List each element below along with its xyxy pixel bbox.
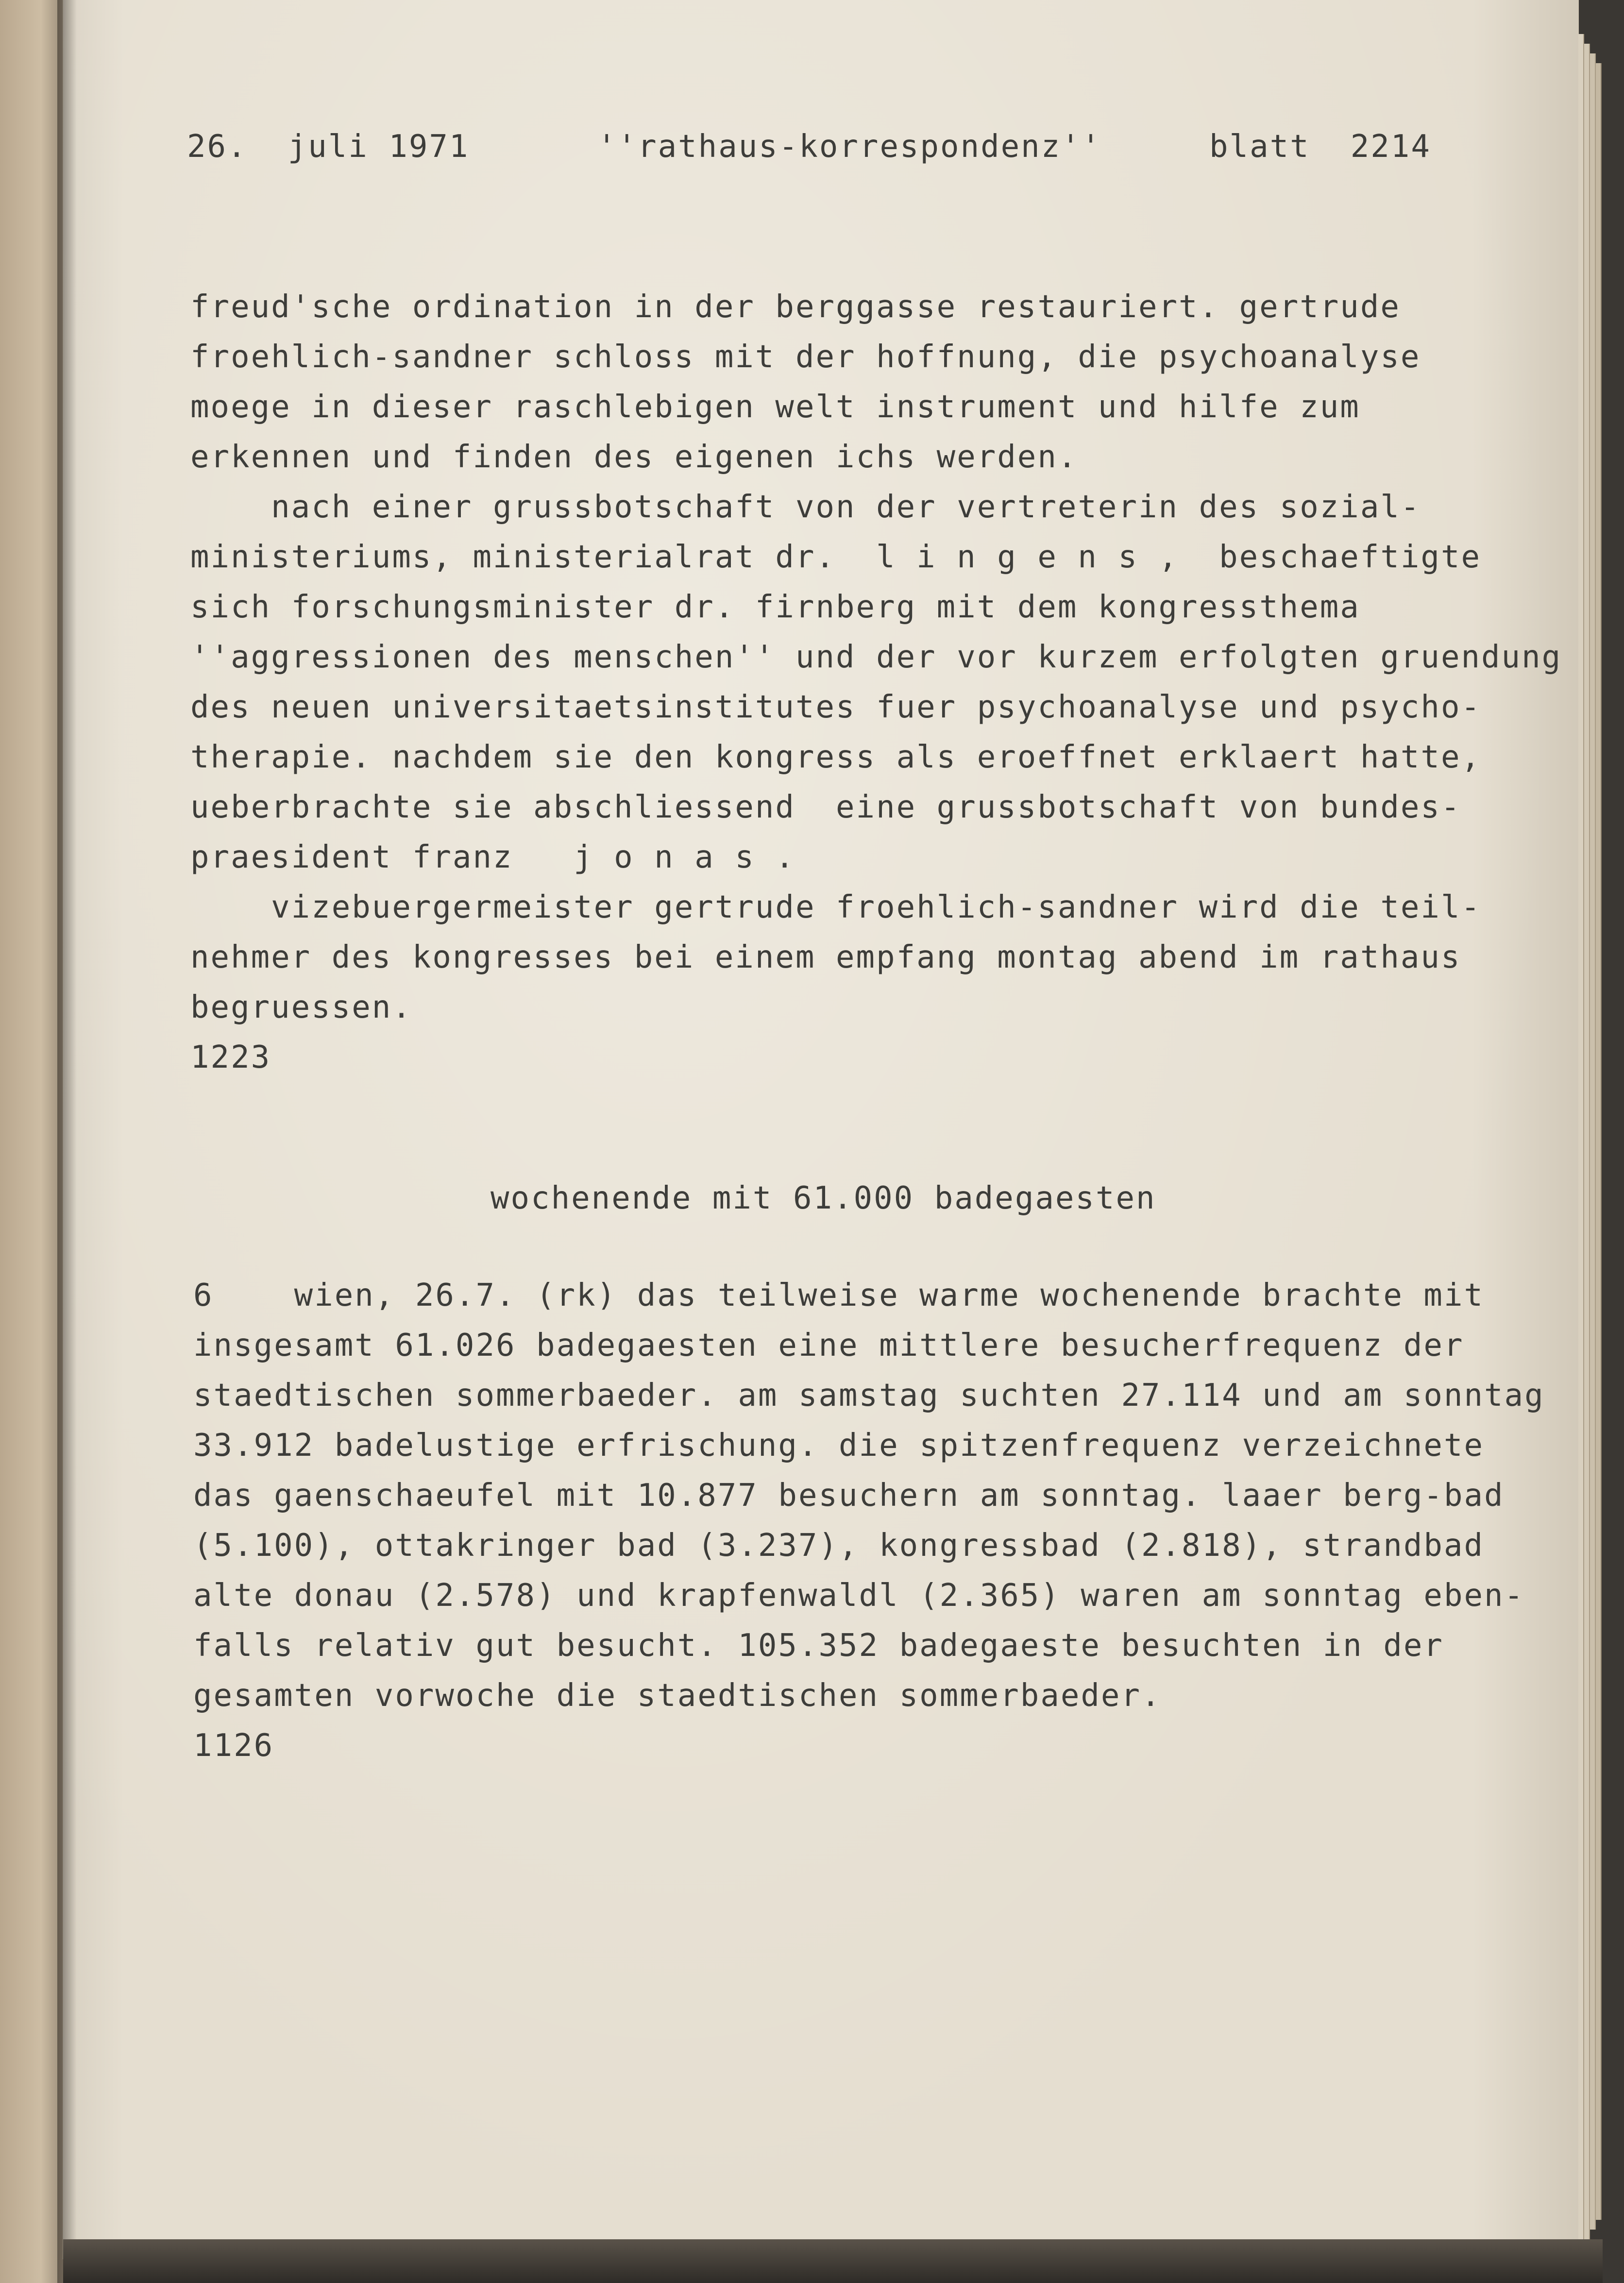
article2-headline: wochenende mit 61.000 badegaesten — [491, 1180, 1156, 1216]
article2-line: falls relativ gut besucht. 105.352 badegaeste besuchten in der — [193, 1628, 1444, 1664]
article1-line: nehmer des kongresses bei einem empfang montag abend im rathaus — [190, 939, 1461, 975]
article2-line: das gaenschaeufel mit 10.877 besuchern am sonntag. laaer berg-bad — [193, 1478, 1505, 1514]
page-stack-edge — [1584, 44, 1590, 2239]
article1-line: moege in dieser raschlebigen welt instrument und hilfe zum — [190, 389, 1360, 425]
article1-line: ''aggressionen des menschen'' und der vor kurzem erfolgten gruendung — [190, 639, 1562, 675]
page-stack-edge — [1596, 63, 1602, 2220]
article2-line: (5.100), ottakringer bad (3.237), kongressbad (2.818), strandbad — [193, 1528, 1484, 1564]
article1-line: erkennen und finden des eigenen ichs werden. — [190, 439, 1078, 475]
article1-line: praesident franz j o n a s . — [190, 839, 795, 875]
bottom-shadow — [63, 2239, 1603, 2283]
article1-line: begruessen. — [190, 989, 412, 1025]
article2-line: alte donau (2.578) und krapfenwaldl (2.365) waren am sonntag eben- — [193, 1578, 1525, 1614]
article1-line: froehlich-sandner schloss mit der hoffnung, die psychoanalyse — [190, 339, 1421, 375]
page-stack-edge — [1578, 34, 1584, 2249]
article1-line: therapie. nachdem sie den kongress als eroeffnet erklaert hatte, — [190, 739, 1481, 775]
article1-line: ministeriums, ministerialrat dr. l i n g e n s , beschaeftigte — [190, 539, 1481, 575]
header-date: 26. juli 1971 — [187, 129, 470, 165]
article2-line: 6 wien, 26.7. (rk) das teilweise warme wochenende brachte mit — [193, 1278, 1484, 1313]
header-publication: ''rathaus-korrespondenz'' — [597, 129, 1102, 165]
article1-line: ueberbrachte sie abschliessend eine grussbotschaft von bundes- — [190, 789, 1461, 825]
page-stack-edge — [1590, 53, 1596, 2230]
article2-line: insgesamt 61.026 badegaesten eine mittlere besucherfrequenz der — [193, 1328, 1464, 1363]
article1-line: des neuen universitaetsinstitutes fuer psychoanalyse und psycho- — [190, 689, 1481, 725]
article2-line: gesamten vorwoche die staedtischen sommerbaeder. — [193, 1678, 1162, 1714]
article1-line: sich forschungsminister dr. firnberg mit dem kongressthema — [190, 589, 1360, 625]
header-sheet-number: blatt 2214 — [1209, 129, 1431, 165]
article1-line: vizebuergermeister gertrude froehlich-sandner wird die teil- — [190, 889, 1481, 925]
article1-code: 1223 — [190, 1039, 271, 1075]
gutter-shadow — [57, 0, 77, 2283]
article2-line: 33.912 badelustige erfrischung. die spitzenfrequenz verzeichnete — [193, 1428, 1484, 1464]
article1-line: nach einer grussbotschaft von der vertreterin des sozial- — [190, 489, 1421, 525]
article2-code: 1126 — [193, 1728, 274, 1764]
article2-line: staedtischen sommerbaeder. am samstag suchten 27.114 und am sonntag — [193, 1378, 1545, 1414]
article1-line: freud'sche ordination in der berggasse restauriert. gertrude — [190, 289, 1401, 325]
